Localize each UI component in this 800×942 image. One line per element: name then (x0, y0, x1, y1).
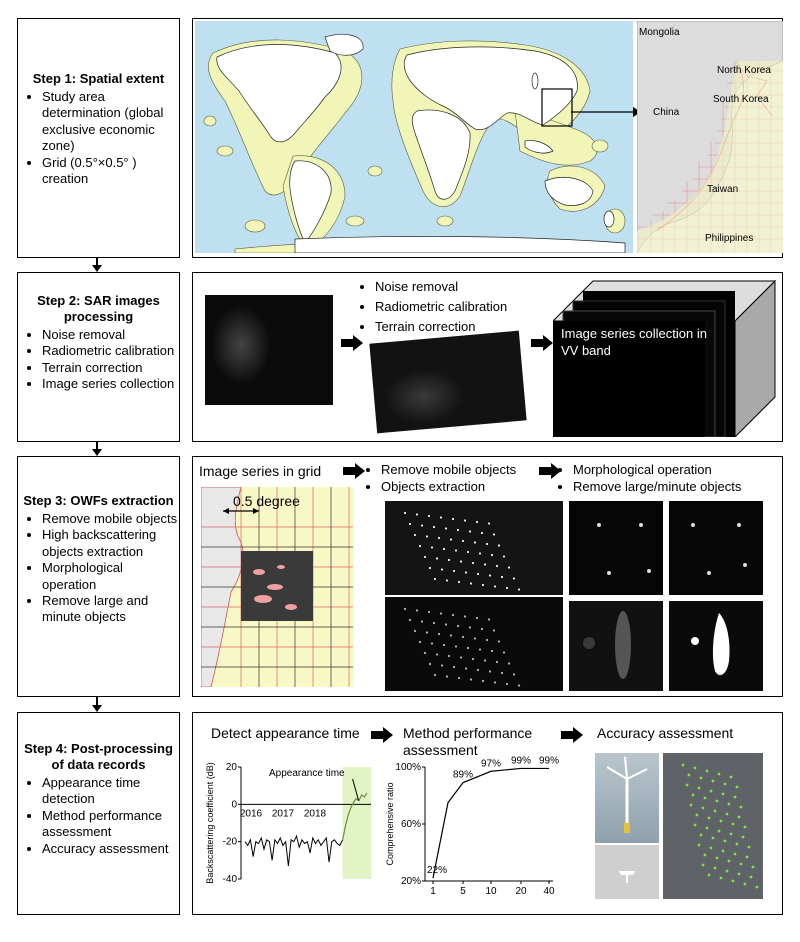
detected-point (477, 573, 479, 575)
panel3-bullet: • Objects extraction (381, 478, 516, 495)
turbine-point (704, 797, 707, 800)
turbine-point (690, 804, 693, 807)
degree-label: 0.5 degree (233, 493, 300, 509)
detected-point (416, 513, 418, 515)
detected-point (426, 631, 428, 633)
detect-label: Detect appearance time (211, 725, 360, 741)
turbine-point (732, 880, 735, 883)
turbine-point (732, 823, 735, 826)
dot-pattern (385, 501, 563, 595)
turbine-point (756, 886, 759, 889)
detected-point (457, 625, 459, 627)
detected-point (518, 684, 520, 686)
region-label: Taiwan (707, 184, 739, 195)
turbine-point (708, 874, 711, 877)
detected-point (460, 560, 462, 562)
turbine-point (752, 866, 755, 869)
x-tick-label: 20 (515, 886, 527, 897)
turbine-point (740, 806, 743, 809)
turbine-point (724, 840, 727, 843)
series-line (433, 768, 549, 878)
method-label: Method performance assessment (403, 725, 533, 758)
detected-point (443, 644, 445, 646)
appearance-highlight (343, 767, 371, 879)
detected-point (428, 515, 430, 517)
turbine-point (724, 783, 727, 786)
step2-item: • Terrain correction (42, 360, 179, 376)
detected-point (486, 543, 488, 545)
turbine-point (744, 883, 747, 886)
panel3-box (192, 456, 783, 697)
detected-point (498, 640, 500, 642)
inset-map (637, 21, 783, 253)
detected-point (469, 530, 471, 532)
detected-point (464, 519, 466, 521)
objects-extracted-image (385, 597, 563, 691)
turbine-point (734, 796, 737, 799)
grid-map (201, 487, 353, 687)
y-tick-label: 0 (231, 799, 237, 811)
detected-point (496, 661, 498, 663)
turbine-point (714, 810, 717, 813)
point-label: 99% (510, 755, 532, 767)
detected-point (508, 662, 510, 664)
detected-point (494, 585, 496, 587)
turbine-point (692, 794, 695, 797)
detected-point (414, 630, 416, 632)
detected-point (452, 614, 454, 616)
detected-point (429, 567, 431, 569)
detected-point (489, 574, 491, 576)
sar-calibrated-image (369, 331, 526, 434)
detected-point (448, 655, 450, 657)
step2-list (18, 327, 179, 393)
panel2-bullets (351, 277, 507, 337)
detected-point (453, 666, 455, 668)
turbine-point (682, 764, 685, 767)
detected-point (491, 554, 493, 556)
detected-point (491, 650, 493, 652)
step3-list (18, 511, 179, 626)
detected-point (434, 674, 436, 676)
detected-point (476, 521, 478, 523)
turbine-point (750, 876, 753, 879)
detected-point (440, 516, 442, 518)
detected-point (424, 556, 426, 558)
x-tick-label: 1 (430, 886, 436, 897)
detected-point (506, 587, 508, 589)
panel1-box (192, 18, 783, 258)
x-tick-label: 5 (460, 886, 466, 897)
turbine-point (712, 780, 715, 783)
detected-point (433, 622, 435, 624)
timeseries-chart (199, 753, 379, 903)
accuracy-label: Accuracy assessment (597, 725, 734, 741)
turbine-point (746, 856, 749, 859)
detected-point (481, 628, 483, 630)
turbine-point (722, 793, 725, 796)
detected-point (419, 545, 421, 547)
turbine-point (742, 836, 745, 839)
arrow-right-icon (341, 335, 363, 351)
step4-item: • Appearance time detection (42, 775, 179, 808)
x-tick-label: 2017 (271, 808, 295, 820)
turbine-point (718, 830, 721, 833)
region-label: China (653, 107, 680, 118)
detected-point (493, 533, 495, 535)
detected-point (464, 615, 466, 617)
step1-list (18, 89, 179, 187)
detected-point (458, 581, 460, 583)
step1-item: • Grid (0.5°×0.5° ) creation (42, 155, 179, 188)
turbine-point (704, 854, 707, 857)
detected-point (458, 677, 460, 679)
detected-point (489, 670, 491, 672)
panel3-bullet: • Remove large/minute objects (573, 478, 741, 495)
detected-point (482, 680, 484, 682)
detected-point (426, 535, 428, 537)
step3-item: • High backscattering objects extraction (42, 527, 179, 560)
turbine-photo (595, 753, 659, 843)
detected-point (441, 664, 443, 666)
down-arrow-icon (92, 449, 102, 456)
dot-pattern (385, 597, 563, 691)
detected-point (419, 641, 421, 643)
step2-item: • Image series collection (42, 376, 179, 392)
turbine-aerial-photo (595, 845, 659, 899)
y-tick-label: -20 (222, 836, 237, 848)
detected-point (440, 612, 442, 614)
detected-point (486, 639, 488, 641)
detected-point (421, 620, 423, 622)
point-label: 89% (452, 769, 474, 781)
detected-point (457, 529, 459, 531)
turbine-point (728, 803, 731, 806)
panel3-right-bullets (549, 461, 741, 495)
y-tick-label: 20% (400, 876, 421, 887)
point-label: 22% (426, 865, 448, 877)
detected-point (494, 681, 496, 683)
detected-point (481, 532, 483, 534)
detected-point (469, 626, 471, 628)
detected-point (472, 562, 474, 564)
turbine-point (736, 786, 739, 789)
turbine-point (698, 844, 701, 847)
step1-item: • Study area determination (global exclusive economic zone) (42, 89, 179, 155)
detected-point (513, 673, 515, 675)
step2-title: Step 2: SAR images processing (37, 293, 160, 324)
world-map (195, 21, 633, 253)
turbine-point (738, 816, 741, 819)
step3-box (17, 456, 180, 697)
detected-point (472, 658, 474, 660)
panel2-bullet: • Radiometric calibration (375, 297, 507, 317)
turbine-point (740, 863, 743, 866)
detected-point (513, 577, 515, 579)
detected-point (409, 523, 411, 525)
y-tick-label: 20 (225, 762, 237, 773)
y-axis-label: Backscattering coefficient (dB) (205, 762, 215, 884)
detected-point (496, 565, 498, 567)
detected-point (443, 548, 445, 550)
detected-point (416, 609, 418, 611)
detected-point (462, 540, 464, 542)
detected-point (503, 555, 505, 557)
detected-point (438, 537, 440, 539)
step4-box (17, 712, 180, 915)
detected-point (452, 518, 454, 520)
y-axis-label: Comprehensive ratio (385, 782, 395, 866)
performance-chart (381, 753, 561, 903)
turbine-point (726, 813, 729, 816)
detected-point (441, 568, 443, 570)
detected-point (467, 551, 469, 553)
turbine-point (712, 837, 715, 840)
detected-point (455, 645, 457, 647)
step3-item: • Remove mobile objects (42, 511, 179, 527)
step2-item: • Radiometric calibration (42, 343, 179, 359)
panel2-bullet: • Noise removal (375, 277, 507, 297)
detected-point (404, 512, 406, 514)
turbine-point (702, 807, 705, 810)
turbine-point (744, 826, 747, 829)
x-tick-label: 2016 (239, 808, 263, 820)
turbine-point (698, 787, 701, 790)
detected-point (484, 659, 486, 661)
step4-item: • Accuracy assessment (42, 841, 179, 857)
detected-point (465, 667, 467, 669)
detected-point (467, 647, 469, 649)
detected-point (450, 538, 452, 540)
detected-point (428, 611, 430, 613)
large-object-image (569, 601, 663, 691)
detected-point (462, 636, 464, 638)
detected-point (484, 563, 486, 565)
detected-point (460, 656, 462, 658)
arrow-right-icon (561, 727, 583, 743)
series-line (245, 836, 343, 866)
down-arrow-icon (92, 705, 102, 712)
detected-point (488, 522, 490, 524)
detected-point (436, 557, 438, 559)
step3-title: Step 3: OWFs extraction (23, 493, 174, 508)
detected-point (501, 576, 503, 578)
region-label: Mongolia (639, 27, 680, 38)
turbine-point (738, 873, 741, 876)
morph-image-2 (669, 501, 763, 595)
detected-point (479, 648, 481, 650)
turbine-point (714, 867, 717, 870)
turbine-points (663, 753, 763, 899)
turbine-point (694, 767, 697, 770)
detected-point (455, 549, 457, 551)
detected-point (421, 524, 423, 526)
panel4-box (192, 712, 783, 915)
detected-point (482, 584, 484, 586)
turbine-point (720, 820, 723, 823)
turbine-point (700, 777, 703, 780)
detected-point (474, 541, 476, 543)
turbine-point (716, 800, 719, 803)
detected-point (477, 669, 479, 671)
step2-item: • Noise removal (42, 327, 179, 343)
arrow-right-icon (371, 727, 393, 743)
detected-point (470, 678, 472, 680)
turbine-point (696, 814, 699, 817)
turbine-point (748, 846, 751, 849)
panel3-mid-bullets (357, 461, 516, 495)
detected-point (409, 619, 411, 621)
turbine-point (710, 790, 713, 793)
turbine-point (694, 824, 697, 827)
step2-box (17, 272, 180, 442)
turbine-point (730, 776, 733, 779)
detected-point (488, 618, 490, 620)
detected-point (424, 652, 426, 654)
step4-item: • Method performance assessment (42, 808, 179, 841)
step1-box (17, 18, 180, 258)
mobile-removed-image (385, 501, 563, 595)
detected-point (448, 559, 450, 561)
sar-raw-image (205, 295, 333, 405)
detected-point (445, 623, 447, 625)
detected-point (508, 566, 510, 568)
detected-point (436, 653, 438, 655)
turbine-point (718, 773, 721, 776)
region-label: South Korea (713, 94, 769, 105)
detected-point (445, 527, 447, 529)
detected-point (479, 552, 481, 554)
detected-point (431, 642, 433, 644)
turbine-point (716, 857, 719, 860)
detected-point (433, 526, 435, 528)
grid-label: Image series in grid (199, 463, 322, 479)
detected-point (470, 582, 472, 584)
detected-point (434, 578, 436, 580)
turbine-point (730, 833, 733, 836)
turbine-point (728, 860, 731, 863)
arrow-right-icon (531, 335, 553, 351)
point-label: 97% (480, 758, 502, 770)
y-tick-label: 100% (395, 762, 421, 773)
detected-point (453, 570, 455, 572)
y-tick-label: -40 (222, 874, 237, 885)
turbine-point (702, 864, 705, 867)
detected-point (438, 633, 440, 635)
stack-label: Image series collection in VV band (561, 326, 707, 358)
detected-point (503, 651, 505, 653)
detected-point (450, 634, 452, 636)
detected-point (431, 546, 433, 548)
turbine-point (706, 827, 709, 830)
detected-point (493, 629, 495, 631)
panel3-bullet: • Remove mobile objects (381, 461, 516, 478)
turbine-point (700, 834, 703, 837)
detected-point (429, 663, 431, 665)
step1-title: Step 1: Spatial extent (32, 71, 165, 86)
detected-point (474, 637, 476, 639)
detected-point (501, 672, 503, 674)
minute-object-image (669, 601, 763, 691)
wind-farm-map (663, 753, 763, 899)
turbine-point (734, 853, 737, 856)
y-tick-label: 60% (400, 819, 421, 830)
step4-list (18, 775, 179, 857)
turbine-point (726, 870, 729, 873)
turbine-point (710, 847, 713, 850)
detected-point (446, 579, 448, 581)
region-label: Philippines (705, 233, 754, 244)
x-tick-label: 40 (543, 886, 555, 897)
detected-point (404, 608, 406, 610)
turbine-point (722, 850, 725, 853)
step3-item: • Remove large and minute objects (42, 593, 179, 626)
x-tick-label: 10 (485, 886, 497, 897)
turbine-point (686, 784, 689, 787)
step3-item: • Morphological operation (42, 560, 179, 593)
panel2-box (192, 272, 783, 442)
detected-point (465, 571, 467, 573)
x-tick-label: 2018 (303, 808, 327, 820)
point-label: 99% (538, 755, 560, 767)
detected-point (476, 617, 478, 619)
turbine-point (708, 817, 711, 820)
turbine-point (688, 774, 691, 777)
turbine-point (720, 877, 723, 880)
morph-image-1 (569, 501, 663, 595)
turbine-point (736, 843, 739, 846)
step4-title: Step 4: Post-processing of data records (24, 741, 173, 772)
region-label: North Korea (717, 65, 771, 76)
detected-point (414, 534, 416, 536)
annotation-label: Appearance time (269, 768, 345, 779)
panel2-bullet: • Terrain correction (375, 317, 507, 337)
detected-point (498, 544, 500, 546)
detected-point (518, 588, 520, 590)
turbine-point (706, 770, 709, 773)
down-arrow-icon (92, 265, 102, 272)
detected-point (446, 675, 448, 677)
detected-point (506, 683, 508, 685)
panel3-bullet: • Morphological operation (573, 461, 741, 478)
